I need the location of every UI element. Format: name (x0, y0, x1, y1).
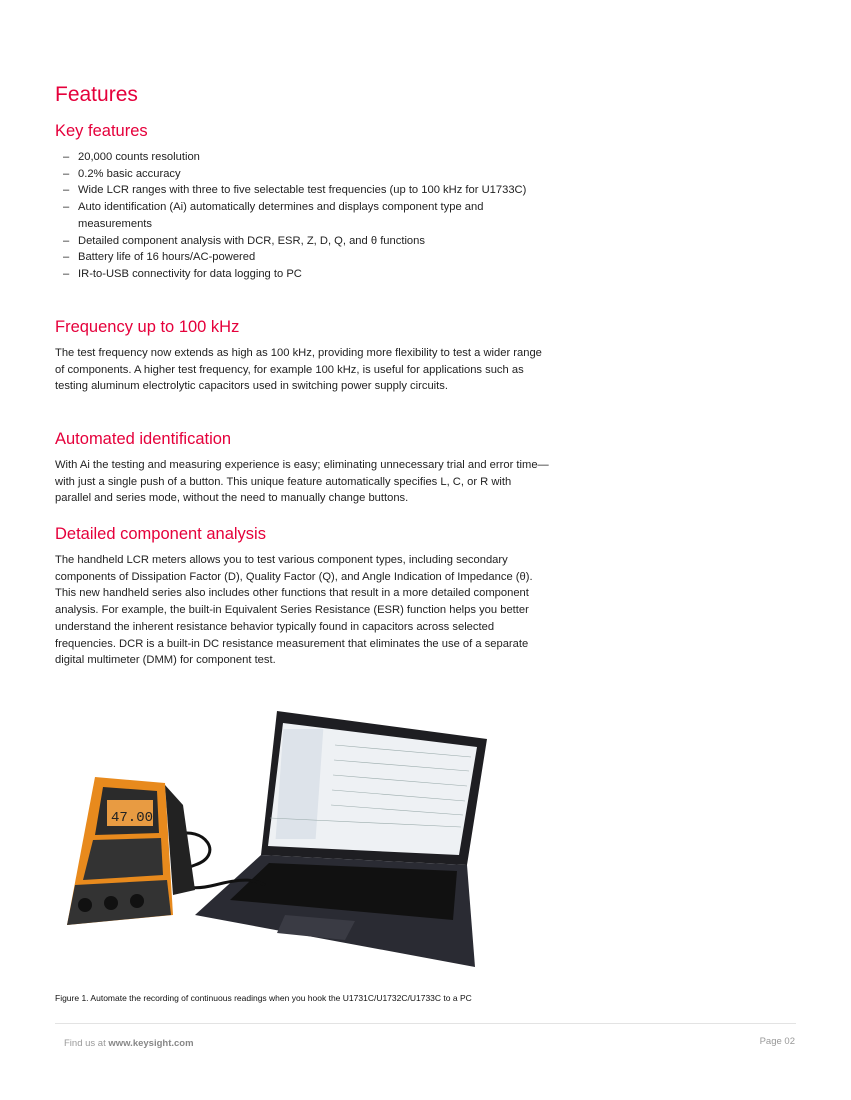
footer-link[interactable]: www.keysight.com (108, 1038, 194, 1049)
section-heading: Frequency up to 100 kHz (55, 318, 240, 336)
feature-list (55, 149, 550, 283)
figure-caption: Figure 1. Automate the recording of continuous readings when you hook the U1731C/U1732C/U1733C to a PC (55, 993, 472, 1003)
list-item: – Battery life of 16 hours/AC-powered (63, 249, 550, 266)
section-body: With Ai the testing and measuring experience is easy; eliminating unnecessary trial and error time—with just a single push of a button. This unique feature automatically specifies L, C, or R with parallel and series mode, without the need to manually change buttons. (55, 459, 549, 505)
meter-reading: 47.00 (111, 810, 154, 826)
section-body: The test frequency now extends as high as 100 kHz, providing more flexibility to test a wider range of components. A higher test frequency, for example 100 kHz, is useful for applications such as testing aluminum electrolytic capacitors used in switching power supply circuits. (55, 347, 542, 393)
list-item: – 20,000 counts resolution (63, 149, 550, 166)
list-item: – Auto identification (Ai) automatically determines and displays component type and measurements (63, 199, 550, 232)
figure-meter-laptop (55, 705, 495, 975)
meter-laptop-illustration (55, 705, 495, 975)
list-item: – Detailed component analysis with DCR, ESR, Z, D, Q, and θ functions (63, 233, 550, 250)
section-automated-identification (55, 430, 550, 507)
section-heading: Key features (55, 122, 148, 140)
footer-text (64, 1038, 194, 1049)
section-frequency (55, 318, 550, 395)
footer-divider (55, 1023, 796, 1024)
section-heading: Automated identification (55, 430, 232, 448)
list-item: – 0.2% basic accuracy (63, 166, 550, 183)
page-number: Page 02 (759, 1036, 795, 1047)
section-body: The handheld LCR meters allows you to test various component types, including secondary components of Dissipation Factor (D), Quality Factor (Q), and Angle Indication of Impedance (θ). This new handheld series also includes other functions that result in a more detailed component analysis. For example, the built-in Equivalent Series Resistance (ESR) function helps you better understand the inherent resistance behavior typically found in capacitors across selected frequencies. DCR is a built-in DC resistance measurement that eliminates the use of a separate digital multimeter (DMM) for component test. (55, 554, 533, 667)
footer-prefix: Find us at (64, 1038, 109, 1049)
page-title: Features (55, 83, 138, 106)
section-heading: Detailed component analysis (55, 525, 266, 543)
section-component-analysis (55, 525, 550, 669)
list-item: – IR-to-USB connectivity for data logging to PC (63, 266, 550, 283)
list-item: – Wide LCR ranges with three to five selectable test frequencies (up to 100 kHz for U1733C) (63, 182, 550, 199)
section-key-features (55, 122, 550, 283)
